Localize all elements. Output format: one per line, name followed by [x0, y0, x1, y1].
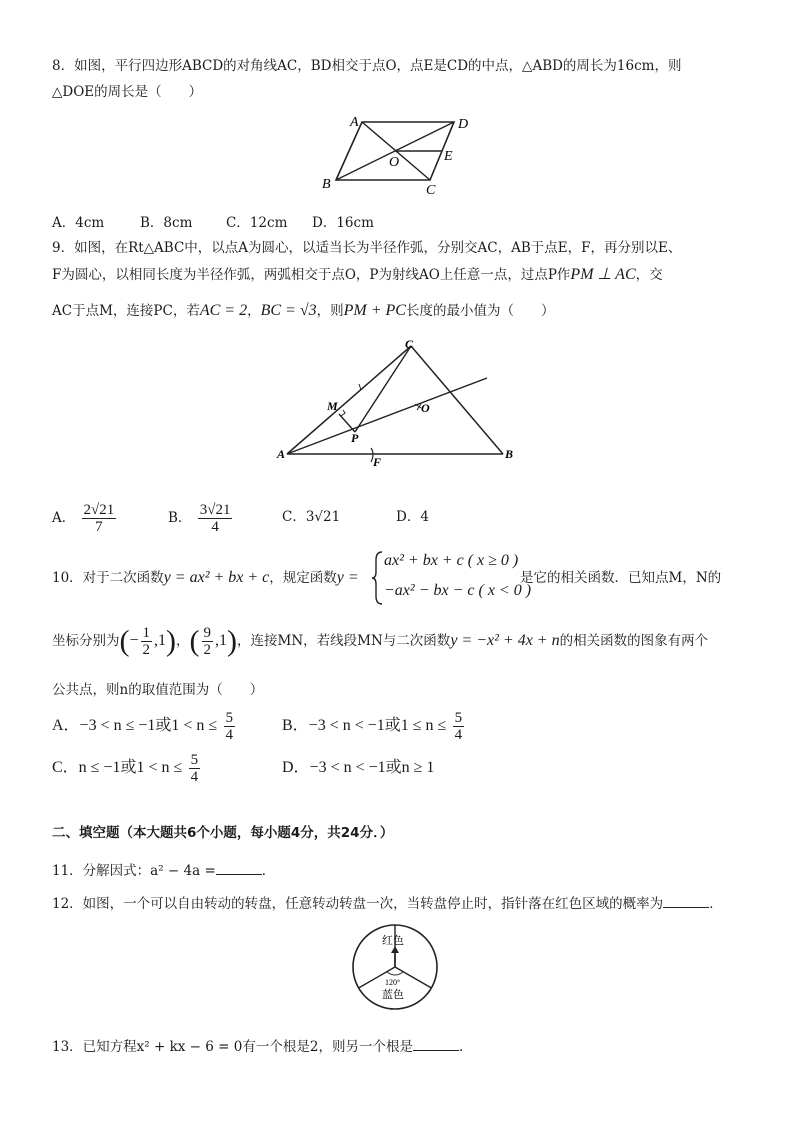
- q10-quadratic-2: y = −x² + 4x + n: [450, 632, 560, 649]
- q9-then: ，则: [316, 303, 344, 319]
- q10-option-c: [52, 748, 202, 788]
- q13-end: ．: [458, 1039, 473, 1055]
- q9-pm-pc: PM + PC: [343, 302, 406, 319]
- q10-pt1-fraction: [141, 625, 153, 658]
- q8-option-c: C．12cm: [226, 215, 288, 231]
- q13-stem: 13．已知方程x² + kx − 6 = 0有一个根是2，则另一个根是: [52, 1039, 413, 1055]
- q10-option-a-num: 5: [225, 710, 234, 726]
- q10-option-b-den: 4: [454, 727, 463, 743]
- q10-pt1-num: 1: [142, 625, 151, 641]
- q10-y-eq: y =: [336, 569, 359, 586]
- q9-label-f: F: [373, 455, 382, 469]
- q10-pt1-den: 2: [142, 642, 151, 658]
- q11-stem: 11．分解因式：a² − 4a =: [52, 863, 216, 879]
- q9-option-b-den: 4: [211, 519, 219, 535]
- q9-option-c: C．3√21: [282, 509, 341, 525]
- q10-option-c-text: C．n ≤ −1或1 < n ≤: [52, 759, 183, 776]
- q9-option-a-fraction: [82, 502, 117, 535]
- q10-coords-text: 坐标分别为: [52, 633, 120, 649]
- q9-stem-line3: [52, 301, 554, 321]
- q10-line2-end: 的相关函数的图象有两个: [559, 633, 709, 649]
- q9-stem-line2-end: ，交: [635, 267, 663, 283]
- q12-blue-label: 蓝色: [382, 989, 404, 1001]
- q10-option-a-fraction: [224, 710, 236, 743]
- q11-answer-blank[interactable]: [216, 860, 262, 875]
- q10-stem-line1-end: 是它的相关函数．已知点M，N的: [520, 570, 722, 586]
- q10-option-b-fraction: [453, 710, 465, 743]
- q12-angle-label: 120°: [385, 978, 401, 987]
- q9-stem-line1: 9．如图，在Rt△ABC中，以点A为圆心，以适当长为半径作弧，分别交AC，AB于点E，F，再分别以E、: [52, 240, 682, 256]
- q8-option-d: D．16cm: [312, 215, 374, 231]
- q8-label-b: B: [322, 177, 331, 192]
- q9-option-a-num: 2√21: [83, 502, 115, 518]
- q10-pt2-fraction: [202, 625, 214, 658]
- q9-option-a: [52, 502, 118, 535]
- q10-option-b-num: 5: [454, 710, 463, 726]
- q9-stem-line2-text: F为圆心，以相同长度为半径作弧，两弧相交于点O，P为射线AO上任意一点，过点P作: [52, 267, 571, 283]
- q9-label-b: B: [505, 447, 514, 461]
- q10-option-c-num: 5: [190, 752, 199, 768]
- q8-stem-line1: 8．如图，平行四边形ABCD的对角线AC，BD相交于点O，点E是CD的中点，△ABD的周长为16cm，则: [52, 58, 682, 74]
- q10-connect-text: ，连接MN，若线段MN与二次函数: [237, 633, 451, 649]
- q10-case1: ax² + bx + c ( x ≥ 0 ): [384, 552, 519, 569]
- q10-stem-line3: 公共点，则n的取值范围为（ ）: [52, 682, 264, 698]
- q10-option-c-fraction: [189, 752, 201, 785]
- q8-label-d: D: [458, 117, 469, 132]
- q12-red-label: 红色: [382, 935, 404, 947]
- q9-label-a: A: [277, 447, 286, 461]
- q12-text: [52, 893, 723, 914]
- q10-option-a-text: A．−3 < n ≤ −1或1 < n ≤: [52, 717, 218, 734]
- q8-parallelogram-figure: [318, 110, 478, 200]
- q10-option-b: [282, 706, 466, 746]
- q10-quadratic: y = ax² + bx + c: [163, 569, 270, 586]
- q8-label-e: E: [444, 149, 453, 164]
- q10-define: ，规定函数: [269, 570, 337, 586]
- q10-stem-line1-start: [52, 568, 359, 588]
- q10-option-b-text: B．−3 < n < −1或1 ≤ n ≤: [282, 717, 447, 734]
- q9-line3-end: 长度的最小值为（ ）: [405, 303, 555, 319]
- q9-option-b-label: B．: [168, 510, 192, 526]
- q12-answer-blank[interactable]: [663, 893, 709, 908]
- q9-bc-eq: BC = √3: [260, 302, 317, 319]
- q10-pt2-num: 9: [203, 625, 212, 641]
- q9-option-b-num: 3√21: [199, 502, 231, 518]
- q10-option-d: D．−3 < n < −1或n ≥ 1: [282, 759, 435, 776]
- q8-option-b: B．8cm: [140, 215, 193, 231]
- q9-label-o: O: [421, 401, 430, 415]
- q9-line3-part1: AC于点M，连接PC，若: [52, 303, 200, 319]
- q9-option-b: [168, 502, 234, 535]
- q8-label-o: O: [389, 155, 400, 170]
- q9-triangle-figure: [275, 336, 525, 471]
- q12-stem: 12．如图，一个可以自由转动的转盘，任意转动转盘一次，当转盘停止时，指针落在红色区域的概率为: [52, 896, 664, 912]
- q10-stem-line2: 坐标分别为(− $\frac{1}{2}$ ,1)，( $\frac{9}{2}$ ,1)，连接MN，若线段MN与二次函数y = −x² + 4x + n的相关函数的图象有两个: [52, 624, 709, 658]
- q12-spinner-figure: [350, 922, 440, 1012]
- q12-end: ．: [709, 896, 723, 912]
- q9-comma: ，: [247, 303, 261, 319]
- q13-text: [52, 1036, 472, 1057]
- q10-option-a-den: 4: [225, 727, 234, 743]
- q9-label-m: M: [327, 399, 338, 413]
- q8-label-c: C: [426, 183, 436, 198]
- q10-case2: −ax² − bx − c ( x < 0 ): [384, 582, 532, 599]
- q10-option-a: [52, 706, 237, 746]
- q9-option-a-den: 7: [95, 519, 103, 535]
- q8-option-a: A．4cm: [52, 215, 105, 231]
- q8-label-a: A: [350, 115, 359, 130]
- q9-label-p: P: [351, 431, 359, 445]
- q11-end: ．: [261, 863, 276, 879]
- q9-option-a-label: A．: [52, 510, 76, 526]
- q9-ac-eq: AC = 2: [199, 302, 248, 319]
- q9-option-b-fraction: [198, 502, 233, 535]
- q10-pt2-den: 2: [203, 642, 212, 658]
- q10-line1-text: 10．对于二次函数: [52, 570, 164, 586]
- q10-brace-icon: [372, 550, 384, 606]
- q9-stem-line2: [52, 265, 663, 285]
- q9-pm-perp-ac: PM ⊥ AC: [570, 266, 636, 283]
- q13-answer-blank[interactable]: [413, 1036, 459, 1051]
- q11-text: [52, 860, 275, 881]
- q9-label-c: C: [405, 337, 414, 351]
- q8-stem-line2: △DOE的周长是（ ）: [52, 84, 203, 100]
- q10-option-c-den: 4: [190, 769, 199, 785]
- q9-option-d: D．4: [396, 509, 429, 525]
- section-2-heading: 二、填空题（本大题共6个小题，每小题4分，共24分．）: [52, 825, 394, 841]
